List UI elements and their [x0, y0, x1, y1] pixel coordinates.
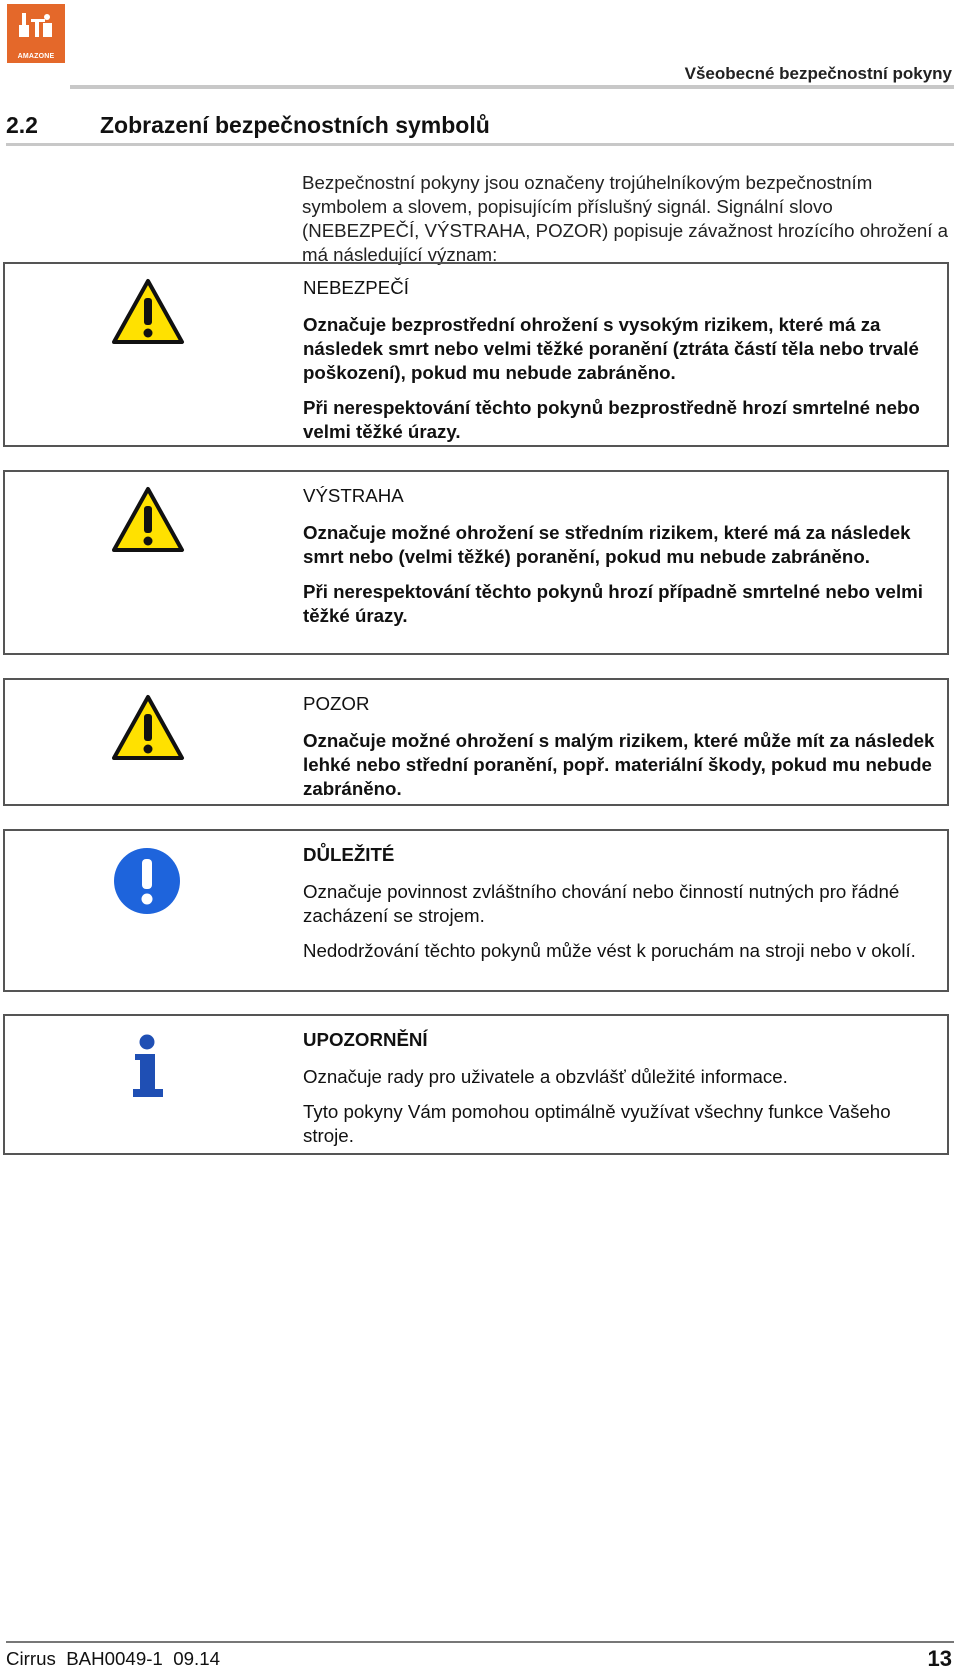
section-heading — [6, 112, 490, 139]
page-number: 13 — [927, 1646, 952, 1671]
signal-word-danger: NEBEZPEČÍ — [303, 277, 409, 298]
signal-word-important: DŮLEŽITÉ — [303, 844, 395, 865]
info-icon — [129, 1034, 165, 1103]
signal-word-caution: POZOR — [303, 693, 370, 714]
intro-paragraph: Bezpečnostní pokyny jsou označeny trojúhelníkovým bezpečnostním symbolem a slovem, popisujícím příslušný signál. Signální slovo (NEBEZPEČÍ, VÝSTRAHA, POZOR) popisuje závažnost hrozícího ohrožení a má následující význam: — [302, 172, 949, 265]
important-notice — [3, 829, 949, 992]
caution-notice — [3, 678, 949, 806]
danger-consequence: Při nerespektování těchto pokynů bezprostředně hrozí smrtelné nebo velmi těžké úrazy. — [303, 397, 920, 442]
warning-triangle-icon — [111, 278, 185, 351]
amazone-logo — [7, 4, 65, 63]
section-number: 2.2 — [6, 112, 38, 138]
logo-emblem-icon — [17, 9, 55, 43]
danger-description: Označuje bezprostřední ohrožení s vysokým rizikem, které má za následek smrt nebo velmi těžké poranění (ztráta částí těla nebo trvalé poškození), pokud mu nebude zabráněno. — [303, 314, 919, 383]
footer-document-id: Cirrus BAH0049-1 09.14 — [6, 1648, 220, 1669]
note-description: Označuje rady pro uživatele a obzvlášť důležité informace. — [303, 1066, 788, 1087]
caution-description: Označuje možné ohrožení s malým rizikem, které může mít za následek lehké nebo střední poranění, popř. materiální škody, pokud mu nebude zabráněno. — [303, 730, 935, 799]
warning-triangle-icon — [111, 486, 185, 559]
chapter-title: Všeobecné bezpečnostní pokyny — [684, 64, 952, 83]
logo-text: AMAZONE — [17, 53, 55, 60]
warning-notice — [3, 470, 949, 655]
important-description: Označuje povinnost zvláštního chování nebo činností nutných pro řádné zacházení se strojem. — [303, 881, 900, 926]
section-divider — [6, 143, 954, 146]
important-consequence: Nedodržování těchto pokynů může vést k poruchám na stroji nebo v okolí. — [303, 940, 916, 961]
warning-consequence: Při nerespektování těchto pokynů hrozí případně smrtelné nebo velmi těžké úrazy. — [303, 581, 923, 626]
signal-word-note: UPOZORNĚNÍ — [303, 1029, 428, 1050]
section-title: Zobrazení bezpečnostních symbolů — [100, 112, 490, 138]
warning-description: Označuje možné ohrožení se středním rizikem, které má za následek smrt nebo (velmi těžké) poranění, pokud mu nebude zabráněno. — [303, 522, 911, 567]
header-divider — [70, 85, 954, 89]
footer-divider — [6, 1641, 954, 1643]
danger-notice — [3, 262, 949, 447]
exclamation-circle-icon — [113, 847, 181, 920]
warning-triangle-icon — [111, 694, 185, 767]
note-notice — [3, 1014, 949, 1155]
signal-word-warning: VÝSTRAHA — [303, 485, 404, 506]
note-benefit: Tyto pokyny Vám pomohou optimálně využívat všechny funkce Vašeho stroje. — [303, 1101, 891, 1146]
